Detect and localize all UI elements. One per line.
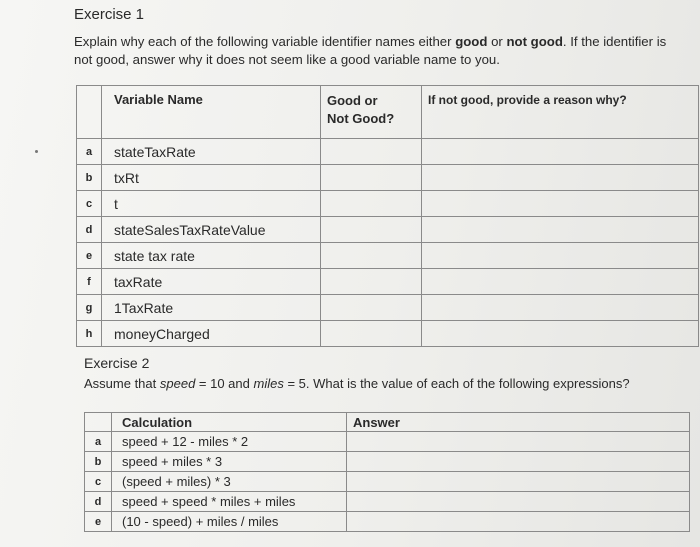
variable-name: stateSalesTaxRateValue [102,217,321,243]
table-row [85,512,690,532]
row-letter: e [85,512,112,532]
variable-name: taxRate [102,269,321,295]
table-row [85,472,690,492]
table-row [77,295,699,321]
row-letter: g [77,295,102,321]
instr-part: = 10 and [195,376,254,391]
reason-answer-cell[interactable] [422,139,699,165]
instr-notgood: not good [506,34,563,49]
reason-answer-cell[interactable] [422,295,699,321]
var-miles: miles [253,376,284,391]
answer-cell[interactable] [347,452,690,472]
table-row [77,269,699,295]
reason-answer-cell[interactable] [422,217,699,243]
variable-name: state tax rate [102,243,321,269]
instr-good: good [455,34,488,49]
reason-answer-cell[interactable] [422,191,699,217]
row-letter: c [77,191,102,217]
table-row [77,321,699,347]
table-row [85,432,690,452]
answer-cell[interactable] [347,492,690,512]
header-letter-cell [77,86,102,139]
reason-answer-cell[interactable] [422,243,699,269]
exercise2-instruction [84,376,630,391]
calculation: speed + speed * miles + miles [112,492,347,512]
exercise2-title: Exercise 2 [84,355,150,371]
variable-name: txRt [102,165,321,191]
row-letter: a [77,139,102,165]
calculation: speed + 12 - miles * 2 [112,432,347,452]
row-letter: f [77,269,102,295]
variable-names-table [76,85,699,347]
reason-answer-cell[interactable] [422,321,699,347]
good-answer-cell[interactable] [321,165,422,191]
expressions-table [84,412,690,532]
instr-part: Assume that [84,376,160,391]
answer-cell[interactable] [347,432,690,452]
header-good-or-not [321,86,422,139]
header-answer: Answer [347,413,690,432]
reason-answer-cell[interactable] [422,165,699,191]
header-good-line2: Not Good? [327,111,395,126]
exercise1-title: Exercise 1 [74,6,145,23]
table-header-row [77,86,699,139]
calculation: (speed + miles) * 3 [112,472,347,492]
instr-part: . If the identifier is not good, answer why it does not seem like a good variable name to you. [74,34,667,67]
good-answer-cell[interactable] [321,243,422,269]
good-answer-cell[interactable] [321,191,422,217]
header-good-line1: Good or [327,93,378,108]
table-row [85,492,690,512]
table-row [77,139,699,165]
header-reason: If not good, provide a reason why? [422,86,699,139]
answer-cell[interactable] [347,512,690,532]
answer-cell[interactable] [347,472,690,492]
variable-name: stateTaxRate [102,139,321,165]
row-letter: c [85,472,112,492]
row-letter: e [77,243,102,269]
table-row [77,191,699,217]
good-answer-cell[interactable] [321,295,422,321]
variable-name: t [102,191,321,217]
header-calculation: Calculation [112,413,347,432]
exercise1-instruction [74,33,674,69]
good-answer-cell[interactable] [321,217,422,243]
instr-part: or [487,34,507,49]
good-answer-cell[interactable] [321,139,422,165]
header-variable-name: Variable Name [102,86,321,139]
table-row [77,165,699,191]
row-letter: d [85,492,112,512]
calculation: (10 - speed) + miles / miles [112,512,347,532]
stray-mark [35,150,38,153]
variable-name: 1TaxRate [102,295,321,321]
table-header-row [85,413,690,432]
reason-answer-cell[interactable] [422,269,699,295]
table-row [77,217,699,243]
instr-part: Explain why each of the following variable identifier names either [74,34,456,49]
row-letter: a [85,432,112,452]
var-speed: speed [159,376,196,391]
variable-name: moneyCharged [102,321,321,347]
instr-part: = 5. What is the value of each of the following expressions? [283,376,630,391]
row-letter: b [77,165,102,191]
table-row [85,452,690,472]
header-letter-cell [85,413,112,432]
row-letter: b [85,452,112,472]
good-answer-cell[interactable] [321,321,422,347]
row-letter: d [77,217,102,243]
table-row [77,243,699,269]
row-letter: h [77,321,102,347]
good-answer-cell[interactable] [321,269,422,295]
calculation: speed + miles * 3 [112,452,347,472]
